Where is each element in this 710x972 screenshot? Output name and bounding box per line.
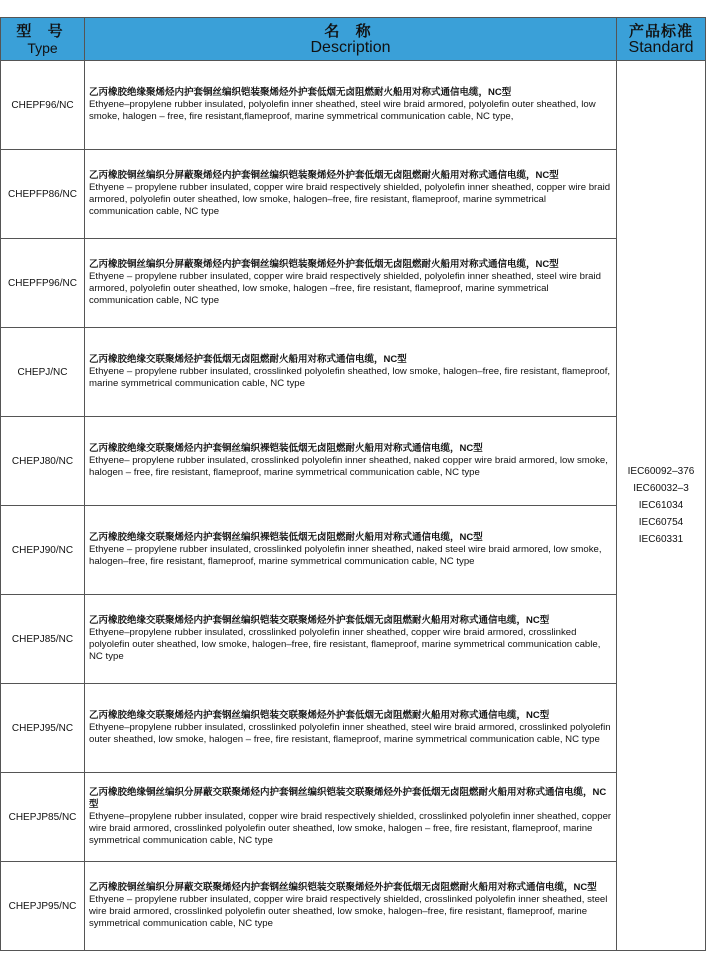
standard-item: IEC60092–376 bbox=[627, 466, 695, 477]
description-cn: 乙丙橡胶绝缘聚烯烃内护套铜丝编织铠装聚烯烃外护套低烟无卤阻燃耐火船用对称式通信电缆，NC型 bbox=[89, 87, 512, 98]
standard-column-header bbox=[617, 18, 706, 61]
table-body bbox=[1, 61, 706, 951]
description-cell bbox=[85, 506, 617, 595]
standard-item: IEC60331 bbox=[638, 534, 684, 545]
description-column-header bbox=[85, 18, 617, 61]
description-cn: 乙丙橡胶铜丝编织分屏蔽交联聚烯烃内护套钢丝编织铠装交联聚烯烃外护套低烟无卤阻燃耐火船用对称式通信电缆，NC型 bbox=[89, 882, 597, 893]
description-cell bbox=[85, 328, 617, 417]
type-cell: CHEPJP95/NC bbox=[1, 862, 85, 951]
description-cell bbox=[85, 61, 617, 150]
description-en: Ethyene–propylene rubber insulated, crosslinked polyolefin inner sheathed, copper wire braid armored, crosslinked polyolefin outer sheathed, low smoke, halogen–free, fire resistant, flameproof, marine symmetrical communication cable, NC type bbox=[89, 627, 601, 662]
description-header-cn: 名 称 bbox=[324, 22, 377, 40]
table-row bbox=[1, 862, 706, 951]
type-header-cn: 型 号 bbox=[16, 22, 69, 40]
type-cell: CHEPJ90/NC bbox=[1, 506, 85, 595]
description-en: Ethyene – propylene rubber insulated, copper wire braid respectively shielded, polyolefin inner sheathed, steel wire braid armored, polyolefin outer sheathed, low smoke, halogen –free, fire resistant, flameproof, marine symmetrical communication cable, NC type bbox=[89, 271, 601, 306]
standard-item: IEC61034 bbox=[638, 500, 684, 511]
description-en: Ethyene–propylene rubber insulated, polyolefin inner sheathed, steel wire braid armored, polyolefin outer sheathed, low smoke, halogen – free, fire resistant,flameproof, marine symmetrical communication cable, NC type, bbox=[89, 99, 596, 122]
standard-item: IEC60754 bbox=[638, 517, 684, 528]
type-cell: CHEPJP85/NC bbox=[1, 773, 85, 862]
description-cn: 乙丙橡胶铜丝编织分屏蔽聚烯烃内护套铜丝编织铠装聚烯烃外护套低烟无卤阻燃耐火船用对称式通信电缆，NC型 bbox=[89, 170, 559, 181]
type-header-en: Type bbox=[27, 39, 58, 56]
table-row bbox=[1, 773, 706, 862]
description-cn: 乙丙橡胶绝缘交联聚烯烃内护套钢丝编织铠装交联聚烯烃外护套低烟无卤阻燃耐火船用对称式通信电缆，NC型 bbox=[89, 710, 550, 721]
description-cn: 乙丙橡胶铜丝编织分屏蔽聚烯烃内护套铜丝编织铠装聚烯烃外护套低烟无卤阻燃耐火船用对称式通信电缆，NC型 bbox=[89, 259, 559, 270]
description-cell bbox=[85, 684, 617, 773]
type-column-header bbox=[1, 18, 85, 61]
description-cell bbox=[85, 239, 617, 328]
table-row bbox=[1, 150, 706, 239]
description-cell bbox=[85, 595, 617, 684]
type-cell: CHEPJ85/NC bbox=[1, 595, 85, 684]
table-row bbox=[1, 595, 706, 684]
type-cell: CHEPJ95/NC bbox=[1, 684, 85, 773]
description-cn: 乙丙橡胶绝缘铜丝编织分屏蔽交联聚烯烃内护套铜丝编织铠装交联聚烯烃外护套低烟无卤阻燃耐火船用对称式通信电缆，NC型 bbox=[89, 787, 607, 810]
description-cell bbox=[85, 862, 617, 951]
description-cell bbox=[85, 417, 617, 506]
type-cell: CHEPJ80/NC bbox=[1, 417, 85, 506]
table-row bbox=[1, 239, 706, 328]
table-header-row bbox=[1, 18, 706, 61]
description-en: Ethyene– propylene rubber insulated, crosslinked polyolefin inner sheathed, naked copper wire braid armored, low smoke, halogen – free, fire resistant, flameproof, marine symmetrical communication cable, NC type bbox=[89, 455, 608, 478]
description-cn: 乙丙橡胶绝缘交联聚烯烃护套低烟无卤阻燃耐火船用对称式通信电缆，NC型 bbox=[89, 354, 407, 365]
type-cell: CHEPFP86/NC bbox=[1, 150, 85, 239]
type-cell: CHEPF96/NC bbox=[1, 61, 85, 150]
table-row bbox=[1, 328, 706, 417]
table-row bbox=[1, 61, 706, 150]
standard-header-en: Standard bbox=[628, 38, 694, 56]
description-en: Ethyene – propylene rubber insulated, copper wire braid respectively shielded, crosslinked polyolefin inner sheathed, steel wire braid armored, crosslinked polyolefin outer sheathed, low smoke, halogen–free, fire resistant, flameproof, marine symmetrical communication cable, NC type bbox=[89, 894, 608, 929]
standard-cell bbox=[617, 61, 706, 951]
description-en: Ethyene – propylene rubber insulated, crosslinked polyolefin inner sheathed, naked steel wire braid armored, low smoke, halogen–free, fire resistant, flameproof, marine symmetrical communication cable, NC type bbox=[89, 544, 602, 567]
table-row bbox=[1, 417, 706, 506]
table-row bbox=[1, 506, 706, 595]
description-en: Ethyene–propylene rubber insulated, copper wire braid respectively shielded, crosslinked polyolefin inner sheathed, copper wire braid armored, crosslinked polyolefin outer sheathed, low smoke, halogen – free, fire resistant, flameproof, marine symmetrical communication cable, NC type bbox=[89, 811, 612, 846]
cable-spec-table bbox=[0, 17, 706, 951]
type-cell: CHEPJ/NC bbox=[1, 328, 85, 417]
description-cn: 乙丙橡胶绝缘交联聚烯烃内护套铜丝编织裸铠装低烟无卤阻燃耐火船用对称式通信电缆，NC型 bbox=[89, 443, 483, 454]
standard-header-cn: 产品标准 bbox=[628, 22, 693, 40]
description-en: Ethyene – propylene rubber insulated, copper wire braid respectively shielded, polyolefin inner sheathed, copper wire braid armored, polyolefin outer sheathed, low smoke, halogen–free, fire resistant, flameproof, marine symmetrical communication cable, NC type bbox=[89, 182, 611, 217]
description-en: Ethyene – propylene rubber insulated, crosslinked polyolefin sheathed, low smoke, halogen–free, fire resistant, flameproof, marine symmetrical communication cable, NC type bbox=[89, 366, 611, 389]
description-cn: 乙丙橡胶绝缘交联聚烯烃内护套铜丝编织铠装交联聚烯烃外护套低烟无卤阻燃耐火船用对称式通信电缆，NC型 bbox=[89, 615, 550, 626]
standard-item: IEC60032–3 bbox=[633, 483, 689, 494]
type-cell: CHEPFP96/NC bbox=[1, 239, 85, 328]
description-cell bbox=[85, 150, 617, 239]
description-en: Ethyene–propylene rubber insulated, crosslinked polyolefin inner sheathed, steel wire braid armored, crosslinked polyolefin outer sheathed, low smoke, halogen – free, fire resistant, flameproof, marine symmetrical communication cable, NC type bbox=[89, 722, 611, 745]
description-cell bbox=[85, 773, 617, 862]
table-row bbox=[1, 684, 706, 773]
description-header-en: Description bbox=[310, 38, 391, 56]
description-cn: 乙丙橡胶绝缘交联聚烯烃内护套钢丝编织裸铠装低烟无卤阻燃耐火船用对称式通信电缆，NC型 bbox=[89, 532, 483, 543]
